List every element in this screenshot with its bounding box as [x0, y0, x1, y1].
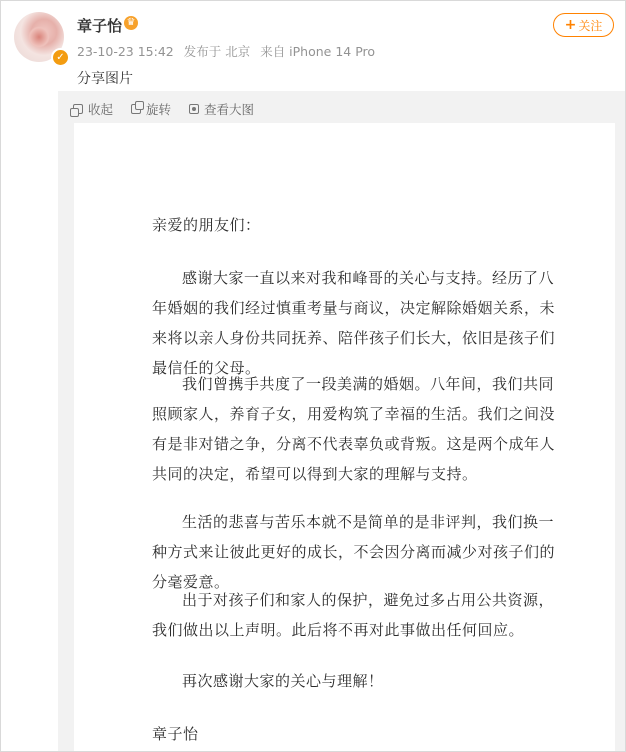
plus-icon: +: [564, 17, 577, 33]
letter-paragraph: 出于对孩子们和家人的保护，避免过多占用公共资源，我们做出以上声明。此后将不再对此事做出任何回应。: [152, 591, 555, 639]
letter-paragraph: 生活的悲喜与苦乐本就不是简单的是非评判，我们换一种方式来让彼此更好的成长，不会因分离而减少对孩子们的分毫爱意。: [152, 513, 556, 591]
view-large-label: 查看大图: [204, 102, 255, 117]
collapse-label: 收起: [88, 102, 114, 117]
rotate-button[interactable]: [131, 100, 171, 118]
letter-signature: 章子怡: [152, 725, 199, 743]
letter-paragraph: 我们曾携手共度了一段美满的婚姻。八年间，我们共同照顾家人，养育子女，用爱构筑了幸福的生活。我们之间没有是非对错之争，分离不代表辜负或背叛。这是两个成年人共同的决定，希望可以得到大家的理解与支持。: [152, 375, 556, 483]
post-location: 发布于 北京: [183, 44, 251, 59]
follow-label: 关注: [578, 18, 603, 33]
view-large-button[interactable]: [189, 100, 254, 118]
collapse-button[interactable]: [73, 100, 113, 118]
verified-badge-icon: ✓: [51, 48, 70, 67]
post-text: 分享图片: [77, 71, 133, 87]
collapse-icon: [73, 104, 83, 114]
follow-button[interactable]: [553, 13, 614, 37]
post-device: 来自 iPhone 14 Pro: [260, 44, 376, 59]
view-large-icon: [189, 104, 199, 114]
username[interactable]: 章子怡: [77, 17, 123, 35]
letter-image[interactable]: [74, 123, 615, 752]
post-time[interactable]: 23-10-23 15:42: [77, 44, 174, 59]
letter-closing: 再次感谢大家的关心与理解！: [182, 672, 384, 690]
rotate-label: 旋转: [146, 102, 172, 117]
letter-greeting: 亲爱的朋友们：: [152, 216, 261, 234]
post-meta: [77, 42, 381, 60]
letter-paragraph: 感谢大家一直以来对我和峰哥的关心与支持。经历了八年婚姻的我们经过慎重考量与商议，决定解除婚姻关系，未来将以亲人身份共同抚养、陪伴孩子们长大，依旧是孩子们最信任的父母。: [152, 269, 556, 377]
media-toolbar: [73, 100, 272, 118]
vip-crown-icon[interactable]: ♛: [124, 16, 138, 30]
rotate-icon: [131, 104, 141, 114]
